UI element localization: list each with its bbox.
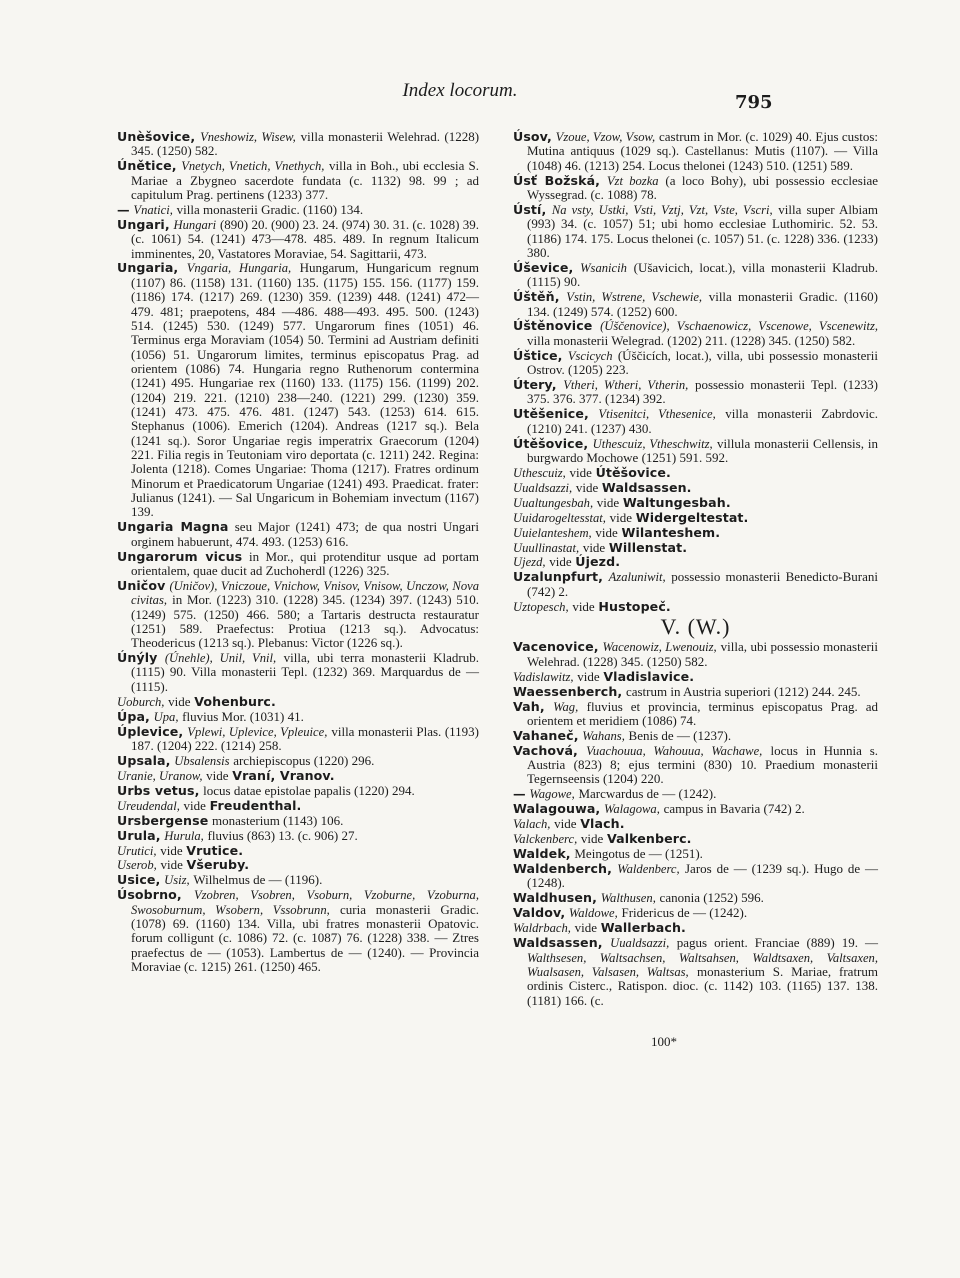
index-entry xyxy=(513,817,878,831)
entry-text: Hungarum, Hungaricum regnum (1107) 86. (1158) 131. (1160) 135. (1175) 155. 156. (1177) 159. (1186) 174. (1217) 269. (1230) 359. (1239) 448. (1241) 472—479. 481; praepotens, 484 —486. 488—493. 495. 500. (1243) 514. (1245) 530. (1249) 577. Ungarorum fines (1051) 46. Terminus erga Moraviam (1054) 50. Termini ad Austriam definiti (1056) 51. Ungarorum limites, terminus episcopatus Prag. ad orientem (1086) 74. Hungaria regno Ruthenorum contermina (1241) 495. Hungariae rex (1160) 133. (1175) 156. (1199) 202. (1204) 219. 221. (1210) 238—240. (1221) 299. (1230) 359. (1241) 473. 475. 476. 481. (1247) 543. (1253) 614. 615. Stephanus (1006). Emerich (1204). Andreas (1217 sq.). Bela (1241 sq.). Soror Ungariae regis imperatrix Graecorum (1204) 221. Filia regis in Teutoniam viro deportata (c. 1211) 242. Regina: Jolenta (1218). Comes Ungariae: Thoma (1217). Fratres ordinum Minorum et Praedicatorum Ungariae (1241) 493. Praedicat. frater: Julianus (1241). — Sal Ungaricum in Bohemiam invectum (1167) 139. xyxy=(131,260,480,520)
signature-mark: 100* xyxy=(651,1034,677,1049)
entry-text: vide xyxy=(595,524,618,540)
index-entry xyxy=(513,496,878,510)
entry-headword: Waldek, xyxy=(513,846,571,862)
index-entry xyxy=(513,290,878,319)
index-entry xyxy=(513,349,878,378)
entry-variants: Vneshowiz, Wisew, xyxy=(200,130,296,144)
index-entry xyxy=(117,550,479,579)
entry-variants: Vnatici, xyxy=(133,202,173,217)
entry-headword: Utěšenice, xyxy=(513,406,589,422)
entry-headword: Waldsassen, xyxy=(513,935,603,951)
entry-variants: Uthescuiz, xyxy=(513,465,566,480)
entry-text: (a loco Bohy), ubi possessio ecclesiae Wyssegrad. (c. 1088) 78. xyxy=(527,172,879,202)
entry-text: (Úščicích, locat.), villa, ubi possessio monasterii Ostrov. (1205) 223. xyxy=(527,347,878,378)
entry-crossref: Vlach. xyxy=(580,816,625,832)
entry-headword: Uzalunpfurt, xyxy=(513,569,603,585)
entry-variants: (Únehle), Unil, Vnil, xyxy=(164,651,277,666)
entry-variants: Waldrbach, xyxy=(513,921,571,936)
page-number: 795 xyxy=(735,92,773,113)
entry-headword: Urbs vetus, xyxy=(117,782,200,798)
entry-text: in Mor. (1223) 310. (1228) 345. (1234) 397. (1243) 510. (1249) 575. (1250) 466. 580; a Tartaris destructa restauratur (1251) 589. Praefectus: Protiua (1213 sq.). Advocatus: Theodericus (1213 sq.). Plebanus: Victor (1226 sq.). xyxy=(131,592,479,651)
index-entry xyxy=(513,407,878,436)
entry-crossref: Waldsassen. xyxy=(601,479,692,495)
entry-headword: Úpa, xyxy=(117,708,150,724)
entry-headword: Úševice, xyxy=(513,259,574,275)
entry-text: campus in Bavaria (742) 2. xyxy=(663,801,805,817)
entry-variants: Uuielanteshem, xyxy=(513,525,592,540)
entry-variants: Uualdsazzi, xyxy=(513,480,573,495)
entry-variants: Userob, xyxy=(117,858,157,873)
entry-variants: Ubsalensis xyxy=(174,753,230,768)
entry-text: vide xyxy=(206,767,229,783)
index-entry xyxy=(513,847,878,861)
entry-variants: Vngaria, Hungaria, xyxy=(186,261,292,276)
entry-variants: Wag, xyxy=(553,699,579,714)
entry-variants: Valach, xyxy=(513,817,551,832)
index-entry xyxy=(513,203,878,260)
entry-text: villa monasterii Gradic. (1160) 134. xyxy=(176,201,364,217)
index-entry xyxy=(513,378,878,407)
entry-crossref: Hustopeč. xyxy=(598,598,671,614)
entry-crossref: Vladislavice. xyxy=(603,668,695,684)
index-entry xyxy=(513,130,878,173)
entry-headword: Ungaria Magna xyxy=(117,519,229,535)
entry-crossref: Útěšovice. xyxy=(595,464,671,480)
entry-variants: (Uničov), Vniczoue, Vnichow, Vnisov, Vnisow, Unczow, Nova civitas, xyxy=(131,578,480,608)
index-entry xyxy=(513,640,878,669)
index-entry xyxy=(513,700,878,729)
entry-text: locus in Hunnia s. Austria (823) 8; ejus termini (830) 10. Praedium monasterii Tegernseensis (1204) 220. xyxy=(527,742,879,787)
entry-text: Fridericus de — (1242). xyxy=(621,905,748,921)
entry-variants: Na vsty, Ustki, Vsti, Vztj, Vzt, Vste, Vscri, xyxy=(551,202,773,217)
entry-text: villa, ubi possessio monasterii Welehrad. (1228) 345. (1250) 582. xyxy=(527,639,879,669)
entry-text: villa super Albiam (993) 34. (c. 1057) 51; ubi homo ecclesiae Luthomiric. 52. 53. (1186) 174. 175. Locus thelonei (c. 1057) 51. (c. 1228) 336. (1233) 380. xyxy=(527,201,878,260)
entry-headword: Waessenberch, xyxy=(513,683,623,699)
entry-text: vide xyxy=(168,693,191,709)
entry-text: in Mor., qui protenditur usque ad portam orientalem, quae ducit ad Zuchoherdl (1226) 325. xyxy=(131,548,479,578)
entry-variants: Azaluniwit, xyxy=(608,570,666,585)
entry-variants: Vstin, Wstrene, Vschewie, xyxy=(566,290,703,305)
index-entry xyxy=(513,670,878,684)
index-entry xyxy=(117,784,479,798)
entry-variants: Walthsesen, Waltsachsen, Waltsahsen, Waldtsaxen, Valtsaxen, Wualsasen, Valsasen, Waltsas, xyxy=(527,950,878,979)
entry-headword: Ústí, xyxy=(513,201,547,217)
entry-crossref: Vraní, Vranov. xyxy=(232,767,335,783)
entry-text: vide xyxy=(569,464,592,480)
entry-text: villula monasterii Cellensis, in burgwardo Mochowe (1251) 591. 592. xyxy=(527,435,879,465)
entry-variants: Waldowe, xyxy=(568,906,618,921)
entry-variants: Vuachouua, Wahouua, Wachawe, xyxy=(586,743,763,758)
entry-variants: Wacenowiz, Lwenouiz, xyxy=(602,640,717,655)
entry-variants: Uualdsazzi, xyxy=(610,936,670,951)
entry-text: vide xyxy=(554,816,577,832)
entry-variants: Vtheri, Wtheri, Vtherin, xyxy=(563,378,689,392)
entry-variants: Vplewi, Uplevice, Vpleuice, xyxy=(187,724,328,739)
entry-variants: Walagowa, xyxy=(604,802,660,817)
entry-crossref: Willenstat. xyxy=(608,539,688,555)
index-entry xyxy=(513,319,878,348)
entry-headword: Úštice, xyxy=(513,347,563,363)
entry-crossref: Valkenberc. xyxy=(606,831,692,847)
index-entry xyxy=(117,873,479,887)
entry-headword: — xyxy=(117,201,130,217)
section-heading: V. (W.) xyxy=(660,614,731,640)
entry-text: locus datae epistolae papalis (1220) 294. xyxy=(203,782,415,798)
entry-text: vide xyxy=(580,831,604,847)
entry-variants: Upa, xyxy=(153,709,179,724)
index-entry xyxy=(513,437,878,466)
entry-variants: Urutici, xyxy=(117,843,157,858)
entry-text: canonia (1252) 596. xyxy=(659,890,764,906)
entry-variants: Hurula, xyxy=(164,828,204,843)
index-entry xyxy=(117,651,479,694)
index-entry xyxy=(513,744,878,787)
index-entry xyxy=(513,600,878,614)
entry-headword: Walagouwa, xyxy=(513,801,601,817)
entry-variants: Uoburch, xyxy=(117,694,165,709)
index-entry xyxy=(513,174,878,203)
entry-variants: Uztopesch, xyxy=(513,599,569,614)
left-column xyxy=(117,130,479,975)
index-entry xyxy=(513,261,878,290)
entry-text: vide xyxy=(575,479,599,495)
entry-headword: Únýly xyxy=(117,650,158,666)
entry-text: villa, ubi terra monasterii Kladrub. (1115) 90. Villa monasterii Tepl. (1232) 369. Marquardus de — (1115). xyxy=(131,650,480,694)
entry-headword: Vahaneč, xyxy=(513,727,579,743)
entry-headword: Úsobrno, xyxy=(117,887,182,903)
index-entry xyxy=(513,936,878,1008)
entry-text: vide xyxy=(574,920,598,936)
entry-variants: Vadislawitz, xyxy=(513,669,574,684)
entry-variants: Wahans, xyxy=(582,728,625,743)
entry-variants: Usiz, xyxy=(164,873,190,888)
index-entry xyxy=(117,829,479,843)
entry-variants: Ujezd, xyxy=(513,555,546,570)
entry-variants: Wagowe, xyxy=(529,787,575,802)
entry-text: monasterium S. Mariae, fratrum ordinis Cisterc., Ratispon. dioc. (c. 1142) 103. (1165) 137. 138. (1181) 166. (c. xyxy=(527,963,878,1008)
entry-text: fluvius Mor. (1031) 41. xyxy=(182,708,304,724)
entry-headword: Upsala, xyxy=(117,752,171,768)
index-entry xyxy=(117,725,479,754)
entry-text: (890) 20. (900) 23. 24. (974) 30. 31. (c. 1028) 39. (c. 1061) 54. (1241) 473—478. 485. 489. In regnum Italicum imminentes, 20, Vastatores Moraviae, 54. Sagittarii, 473. xyxy=(131,216,480,261)
entry-text: monasterium (1143) 106. xyxy=(212,812,344,828)
entry-text: vide xyxy=(582,539,606,555)
entry-text: (Ušavicich, locat.), villa monasterii Kladrub. (1115) 90. xyxy=(527,259,879,290)
entry-variants: Walthusen, xyxy=(600,891,656,906)
entry-text: pagus orient. Franciae (889) 19. — xyxy=(676,935,879,951)
entry-text: vide xyxy=(609,509,633,525)
entry-headword: Úštěnovice xyxy=(513,318,593,334)
index-entry xyxy=(117,769,479,783)
entry-variants: Hungari xyxy=(173,217,217,232)
entry-text: villa monasterii Welegrad. (1202) 211. (1228) 345. (1250) 582. xyxy=(527,332,856,348)
entry-text: possessio monasterii Benedicto-Burani (742) 2. xyxy=(527,569,878,599)
entry-text: villa monasterii Plas. (1193) 187. (1204) 222. (1214) 258. xyxy=(131,723,480,753)
entry-headword: Uničov xyxy=(117,577,166,593)
right-column xyxy=(513,130,878,1008)
index-entry xyxy=(117,579,479,651)
entry-variants: Vzt bozka xyxy=(606,173,659,188)
entry-headword: Ungaria, xyxy=(117,260,179,276)
entry-crossref: Wilanteshem. xyxy=(621,524,721,540)
entry-crossref: Vohenburc. xyxy=(194,693,276,709)
entry-text: castrum in Mor. (c. 1029) 40. Ejus custos: Mutina antiquus (1029 sq.). Castellanus: Mutis (1107). — Villa (1048) 46. (1213) 254. Locus thelonei (1243) 510. (1251) 589. xyxy=(527,129,879,173)
index-entry xyxy=(117,710,479,724)
entry-variants: (Úščenovice), Vschaenowicz, Vscenowe, Vscenewitz, xyxy=(600,319,878,334)
index-entry xyxy=(513,570,878,599)
entry-text: vide xyxy=(596,494,620,510)
index-entry xyxy=(117,799,479,813)
entry-headword: Ungari, xyxy=(117,216,170,232)
entry-headword: Vachová, xyxy=(513,742,578,758)
entry-text: vide xyxy=(183,797,206,813)
index-entry xyxy=(513,466,878,480)
index-entry xyxy=(117,814,479,828)
entry-variants: Ureudendal, xyxy=(117,798,180,813)
entry-crossref: Freudenthal. xyxy=(209,797,302,813)
entry-variants: Uuullinastat, xyxy=(513,540,580,555)
entry-text: vide xyxy=(577,668,600,684)
entry-variants: Vtisenitci, Vthesenice, xyxy=(598,407,716,422)
entry-text: villa monasterii Welehrad. (1228) 345. (1250) 582. xyxy=(131,129,480,159)
entry-text: fluvius (863) 13. (c. 906) 27. xyxy=(207,827,358,843)
entry-headword: Urula, xyxy=(117,827,161,843)
entry-headword: Waldhusen, xyxy=(513,890,597,906)
entry-text: vide xyxy=(160,857,183,873)
index-entry xyxy=(117,520,479,549)
entry-text: possessio monasterii Tepl. (1233) 375. 376. 377. (1234) 392. xyxy=(527,377,879,407)
entry-headword: Usice, xyxy=(117,872,161,888)
index-entry xyxy=(513,511,878,525)
entry-crossref: Újezd. xyxy=(575,554,621,570)
index-entry xyxy=(513,729,878,743)
entry-variants: Vscicych xyxy=(567,348,613,363)
entry-headword: — xyxy=(513,786,526,802)
entry-text: seu Major (1241) 473; de qua nostri Ungari orginem habuerunt, 474. 493. (1253) 616. xyxy=(131,519,479,549)
entry-text: Benis de — (1237). xyxy=(628,727,732,743)
entry-headword: Ungarorum vicus xyxy=(117,548,243,564)
entry-crossref: Waltungesbah. xyxy=(622,494,731,510)
entry-headword: Valdov, xyxy=(513,905,566,921)
entry-variants: Uranie, Uranow, xyxy=(117,768,203,783)
index-entry xyxy=(513,555,878,569)
index-entry xyxy=(117,888,479,974)
entry-headword: Vacenovice, xyxy=(513,639,599,655)
index-entry xyxy=(513,891,878,905)
entry-crossref: Wallerbach. xyxy=(600,920,686,936)
index-entry xyxy=(117,844,479,858)
index-entry xyxy=(513,921,878,935)
index-entry xyxy=(117,218,479,261)
entry-text: curia monasterii Gradic. (1078) 69. (1160) 134. Villa, ubi fratres monasterii Opatovic. forum colligunt (c. 1086) 72. (c. 1087) 76. (1228) 338. — Ztres praefectus de — (1053). Lambertus de — (1240). — Provincia Moraviae (c. 1215) 261. (1250) 465. xyxy=(131,901,479,975)
entry-variants: Uthescuiz, Vtheschwitz, xyxy=(592,436,713,451)
entry-variants: Waldenberc, xyxy=(617,862,680,877)
entry-text: Marcwardus de — (1242). xyxy=(578,786,717,802)
entry-text: vide xyxy=(160,842,183,858)
entry-headword: Útěšovice, xyxy=(513,435,589,451)
index-entry xyxy=(513,906,878,920)
index-entry xyxy=(117,203,479,217)
entry-text: vide xyxy=(549,554,572,570)
entry-text: Meingotus de — (1251). xyxy=(574,846,703,862)
entry-headword: Úplevice, xyxy=(117,723,184,739)
entry-text: Wilhelmus de — (1196). xyxy=(193,872,323,888)
index-entry xyxy=(117,695,479,709)
entry-headword: Vah, xyxy=(513,698,545,714)
index-entry xyxy=(117,261,479,519)
entry-variants: Uualtungesbah, xyxy=(513,495,594,510)
entry-headword: Úštěň, xyxy=(513,289,560,305)
index-entry xyxy=(513,526,878,540)
index-entry xyxy=(117,754,479,768)
index-entry xyxy=(117,159,479,202)
entry-text: castrum in Austria superiori (1212) 244. 245. xyxy=(625,683,861,699)
index-entry xyxy=(513,832,878,846)
entry-text: archiepiscopus (1220) 296. xyxy=(233,752,375,768)
running-title: Index locorum. xyxy=(402,80,518,101)
index-entry xyxy=(513,481,878,495)
entry-headword: Úsť Božská, xyxy=(513,172,601,188)
entry-text: villa in Boh., ubi ecclesia S. Mariae a Zbygneo sacerdote fundata (c. 1132) 98. 99 ; ad capitulum Prag. pertinens (1233) 377. xyxy=(131,158,479,202)
entry-headword: Útery, xyxy=(513,377,557,392)
index-entry xyxy=(117,130,479,159)
index-entry xyxy=(513,862,878,891)
entry-variants: Wsanicih xyxy=(580,260,627,275)
entry-headword: Unèšovice, xyxy=(117,129,196,144)
entry-variants: Vzobren, Vsobren, Vsoburn, Vzoburne, Vzoburna, Swosoburnum, Wsobern, Vssobrunn, xyxy=(131,888,479,917)
entry-text: villa monasterii Gradic. (1160) 134. (1249) 574. (1252) 600. xyxy=(527,289,878,319)
entry-variants: Uuidarogeltesstat, xyxy=(513,510,606,525)
index-entry xyxy=(513,541,878,555)
entry-crossref: Vrutice. xyxy=(186,842,244,858)
index-entry xyxy=(513,802,878,816)
entry-text: villa monasterii Zabrdovic. (1210) 241. (1237) 430. xyxy=(527,406,879,436)
entry-text: vide xyxy=(572,598,595,614)
entry-variants: Vzoue, Vzow, Vsow, xyxy=(555,130,656,144)
entry-variants: Vnetych, Vnetich, Vnethych, xyxy=(181,159,325,174)
index-entry xyxy=(513,787,878,801)
entry-headword: Únětice, xyxy=(117,158,177,174)
index-entry xyxy=(117,858,479,872)
entry-crossref: Widergeltestat. xyxy=(635,509,749,525)
entry-text: fluvius et provincia, terminus episcopatus Prag. ad orientem et meridiem (1086) 74. xyxy=(527,698,878,728)
entry-variants: Valckenberc, xyxy=(513,832,578,847)
entry-headword: Úsov, xyxy=(513,129,552,144)
entry-headword: Ursbergense xyxy=(117,812,209,828)
index-entry xyxy=(513,685,878,699)
entry-text: Jaros de — (1239 sq.). Hugo de — (1248). xyxy=(527,861,879,891)
entry-headword: Waldenberch, xyxy=(513,861,612,877)
entry-crossref: Všeruby. xyxy=(186,857,250,873)
